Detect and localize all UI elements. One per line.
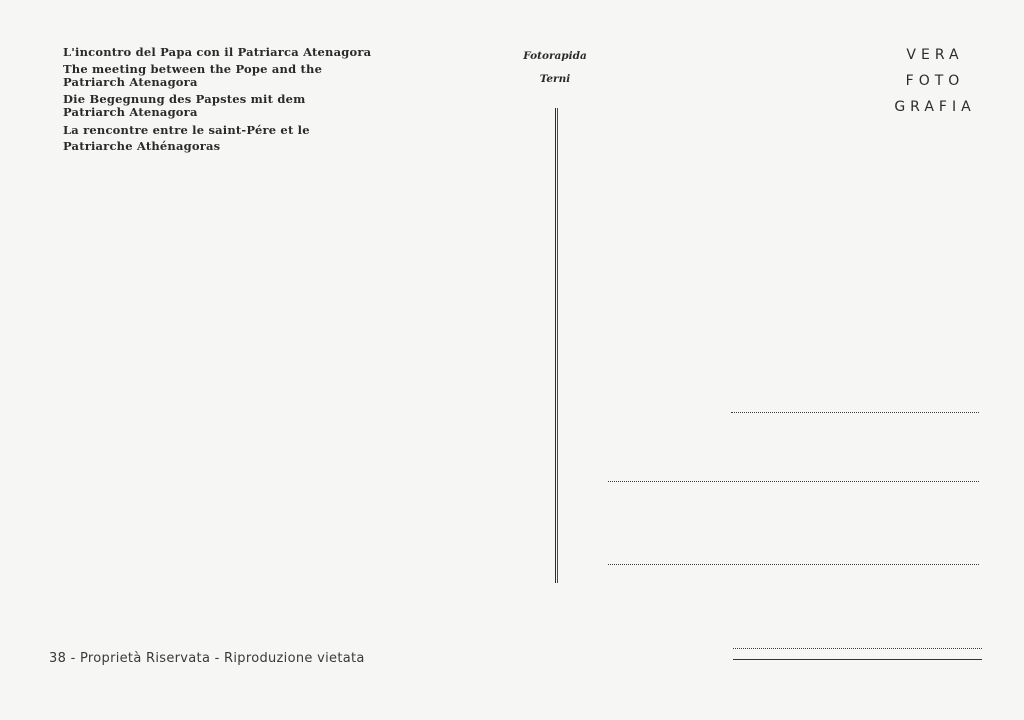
- address-line-2: [608, 481, 979, 482]
- caption-french-line2: Patriarche Athénagoras: [63, 139, 221, 153]
- address-underline: [733, 659, 982, 660]
- caption-italian: L'incontro del Papa con il Patriarca Atenagora: [63, 45, 372, 59]
- publisher-name: Fotorapida: [523, 50, 587, 62]
- caption-french-line1: La rencontre entre le saint-Pére et le: [63, 122, 310, 137]
- footer-notice: 38 - Proprietà Riservata - Riproduzione vietata: [49, 651, 365, 666]
- publisher-block: [500, 45, 610, 91]
- address-line-4: [733, 648, 982, 649]
- caption-english: The meeting between the Pope and the Patriarch Atenagora: [63, 61, 323, 89]
- stamp-line-vera: VERA: [906, 47, 964, 63]
- caption-block: [63, 46, 463, 157]
- center-divider-line: [555, 108, 558, 583]
- address-line-3: [608, 564, 979, 565]
- caption-german: Die Begegnung des Papstes mit dem Patriarch Atenagora: [63, 91, 306, 119]
- stamp-box-text: [885, 42, 985, 120]
- publisher-city: Terni: [539, 73, 571, 85]
- stamp-line-grafia: GRAFIA: [894, 99, 976, 115]
- stamp-line-foto: FOTO: [905, 73, 965, 89]
- address-line-1: [731, 412, 979, 413]
